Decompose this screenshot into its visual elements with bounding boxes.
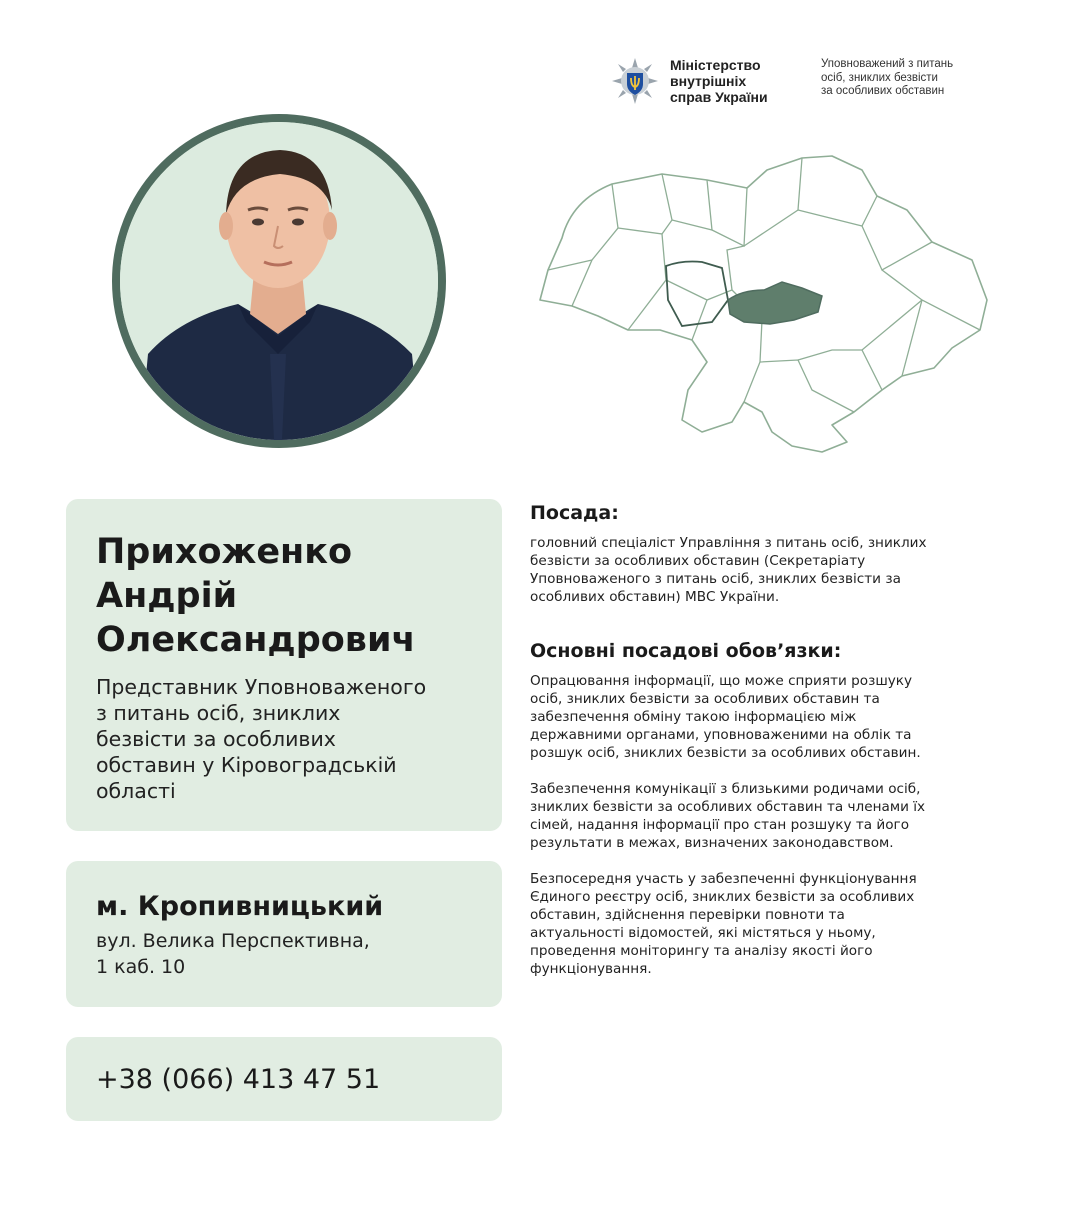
- ministry-logo: [610, 56, 768, 106]
- person-role: [96, 674, 496, 804]
- ministry-name-line: Міністерство: [670, 57, 761, 73]
- person-full-name: [96, 530, 496, 662]
- commissioner-title-line: осіб, зниклих безвісти: [821, 71, 938, 84]
- name-line: Олександрович: [96, 620, 416, 660]
- position-line: Уповноваженого з питань осіб, зниклих безвісти за: [530, 571, 901, 587]
- person-portrait-icon: [120, 122, 438, 440]
- duty-line: обставин, здійснення перевірки повноти та: [530, 907, 845, 923]
- name-line: Прихоженко: [96, 532, 353, 572]
- position-line: особливих обставин) МВС України.: [530, 589, 780, 605]
- street-line: вул. Велика Перспективна,: [96, 930, 370, 952]
- position-line: безвісти за особливих обставин (Секретаріату: [530, 553, 866, 569]
- duties-paragraph: [530, 870, 1020, 978]
- ministry-name-line: внутрішніх: [670, 73, 747, 89]
- role-line: обставин у Кіровоградській: [96, 753, 397, 777]
- duties-paragraph: [530, 780, 1020, 852]
- duty-line: функціонування.: [530, 961, 652, 977]
- role-line: Представник Уповноваженого: [96, 675, 427, 699]
- duty-line: державними органами, уповноваженими на облік та: [530, 727, 912, 743]
- role-line: області: [96, 779, 176, 803]
- ministry-emblem-icon: [610, 56, 660, 106]
- commissioner-title-line: за особливих обставин: [821, 85, 945, 97]
- commissioner-title: [821, 58, 953, 99]
- phone-number[interactable]: +38 (066) 413 47 51: [96, 1064, 381, 1095]
- commissioner-title-line: Уповноважений з питань: [821, 58, 954, 70]
- position-heading: Посада:: [530, 502, 619, 524]
- position-line: головний спеціаліст Управління з питань осіб, зниклих: [530, 535, 927, 551]
- ukraine-map-icon: [532, 150, 992, 460]
- position-text: [530, 534, 1020, 606]
- duty-line: зниклих безвісти за особливих обставин та членами їх: [530, 799, 926, 815]
- person-photo: [112, 114, 446, 448]
- duty-line: Єдиного реєстру осіб, зниклих безвісти за особливих: [530, 889, 915, 905]
- address-street: [96, 928, 370, 980]
- ministry-name-line: справ України: [670, 89, 768, 105]
- duty-line: Безпосередня участь у забезпеченні функціонування: [530, 871, 917, 887]
- duty-line: актуальності відомостей, які містяться у ньому,: [530, 925, 876, 941]
- street-line: 1 каб. 10: [96, 956, 186, 978]
- duty-line: проведення моніторингу та аналізу якості його: [530, 943, 873, 959]
- duties-heading: Основні посадові обов’язки:: [530, 640, 842, 662]
- name-line: Андрій: [96, 576, 238, 616]
- role-line: безвісти за особливих: [96, 727, 336, 751]
- duty-line: забезпечення обміну такою інформацією між: [530, 709, 857, 725]
- duties-paragraph: [530, 672, 1020, 762]
- duty-line: розшук осіб, зниклих безвісти за особливих обставин.: [530, 745, 921, 761]
- duty-line: осіб, зниклих безвісти за особливих обставин та: [530, 691, 880, 707]
- duty-line: результати в межах, визначених законодавством.: [530, 835, 894, 851]
- duty-line: Опрацювання інформації, що може сприяти розшуку: [530, 673, 913, 689]
- role-line: з питань осіб, зниклих: [96, 701, 341, 725]
- address-city: м. Кропивницький: [96, 891, 384, 922]
- duty-line: сімей, надання інформації про стан розшуку та його: [530, 817, 910, 833]
- duty-line: Забезпечення комунікації з близькими родичами осіб,: [530, 781, 921, 797]
